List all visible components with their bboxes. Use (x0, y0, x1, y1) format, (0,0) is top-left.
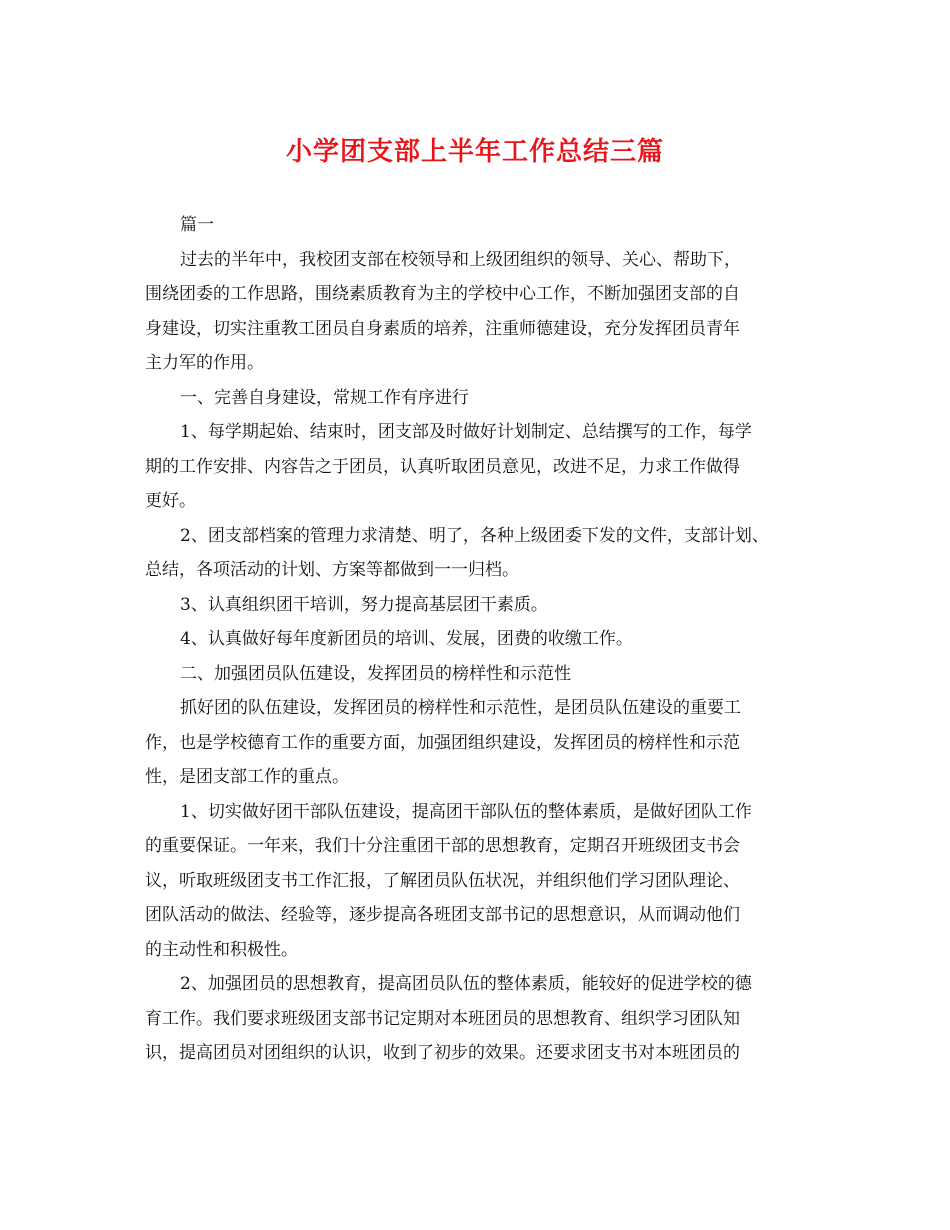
paragraph-line: 作，也是学校德育工作的重要方面，加强团组织建设，发挥团员的榜样性和示范 (145, 732, 740, 753)
paragraph-line: 篇一 (180, 215, 214, 235)
paragraph-line: 3、认真组织团干培训，努力提高基层团干素质。 (180, 594, 548, 615)
paragraph-line: 期的工作安排、内容告之于团员，认真听取团员意见，改进不足，力求工作做得 (145, 456, 740, 477)
paragraph-line: 2、团支部档案的管理力求清楚、明了，各种上级团委下发的文件，支部计划、 (180, 525, 769, 546)
paragraph-line: 团队活动的做法、经验等，逐步提高各班团支部书记的思想意识，从而调动他们 (145, 905, 740, 925)
paragraph-line: 1、切实做好团干部队伍建设，提高团干部队伍的整体素质，是做好团队工作 (180, 801, 752, 822)
paragraph-line: 围绕团委的工作思路，围绕素质教育为主的学校中心工作，不断加强团支部的自 (145, 284, 740, 304)
paragraph-line: 抓好团的队伍建设，发挥团员的榜样性和示范性，是团员队伍建设的重要工 (180, 698, 741, 718)
paragraph-line: 主力军的作用。 (145, 353, 264, 373)
paragraph-line: 2、加强团员的思想教育，提高团员队伍的整体素质，能较好的促进学校的德 (180, 974, 752, 994)
paragraph-line: 过去的半年中，我校团支部在校领导和上级团组织的领导、关心、帮助下， (180, 249, 741, 270)
paragraph-line: 议，听取班级团支书工作汇报，了解团员队伍状况，并组织他们学习团队理论、 (145, 870, 740, 891)
paragraph-line: 1、每学期起始、结束时，团支部及时做好计划制定、总结撰写的工作，每学 (180, 422, 752, 442)
paragraph-line: 识，提高团员对团组织的认识，收到了初步的效果。还要求团支书对本班团员的 (145, 1043, 740, 1063)
section-heading: 二、加强团员队伍建设，发挥团员的榜样性和示范性 (180, 663, 571, 684)
paragraph-line: 更好。 (145, 491, 196, 511)
paragraph-line: 的重要保证。一年来，我们十分注重团干部的思想教育，定期召开班级团支书会 (145, 836, 740, 856)
document-body (145, 208, 820, 1071)
paragraph-line: 的主动性和积极性。 (145, 939, 298, 960)
paragraph-line: 总结，各项活动的计划、方案等都做到一一归档。 (145, 560, 519, 580)
paragraph-line: 性，是团支部工作的重点。 (145, 767, 349, 787)
paragraph-line: 身建设，切实注重教工团员自身素质的培养，注重师德建设，充分发挥团员青年 (145, 318, 740, 339)
document-title: 小学团支部上半年工作总结三篇 (285, 137, 664, 167)
paragraph-line: 4、认真做好每年度新团员的培训、发展，团费的收缴工作。 (180, 629, 633, 649)
section-heading: 一、完善自身建设，常规工作有序进行 (180, 387, 469, 408)
paragraph-line: 育工作。我们要求班级团支部书记定期对本班团员的思想教育、组织学习团队知 (145, 1008, 740, 1029)
